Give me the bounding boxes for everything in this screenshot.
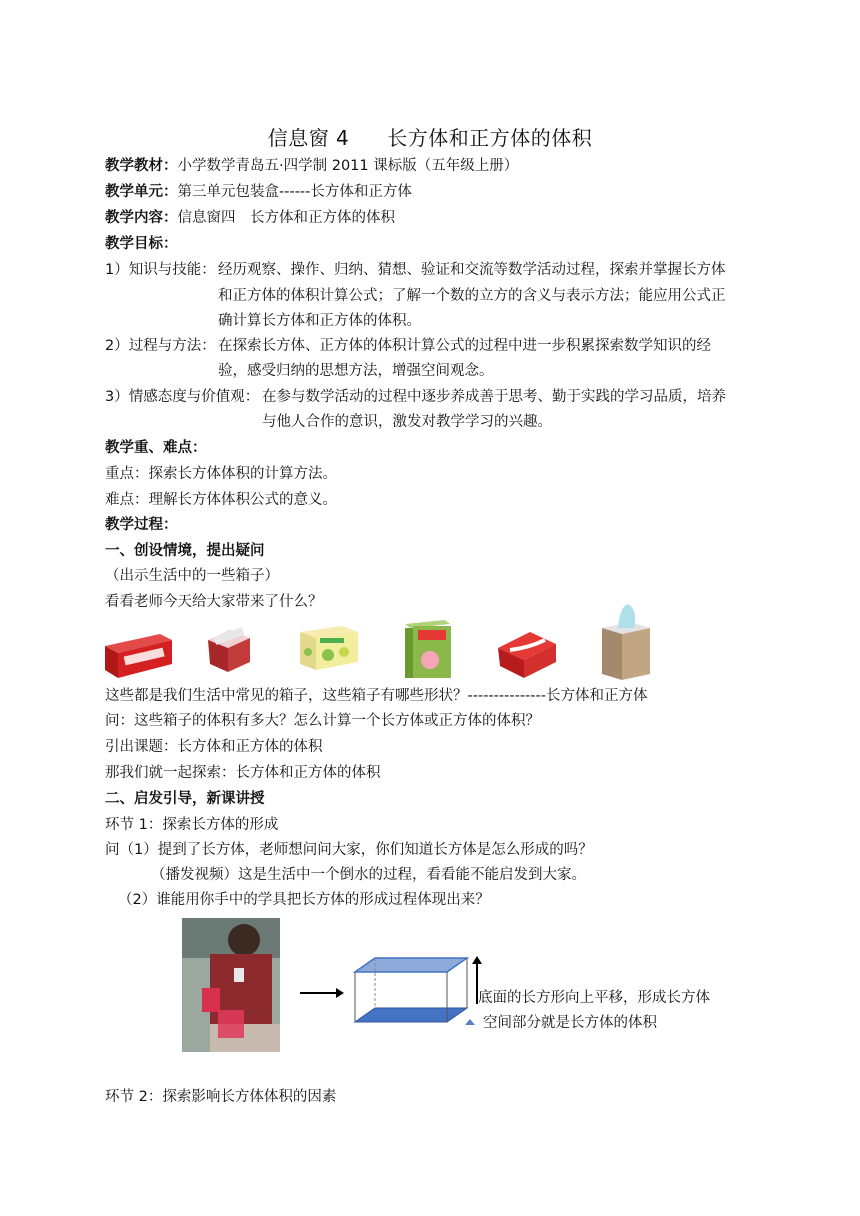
goal-1-line-1: 经历观察、操作、归纳、猜想、验证和交流等数学活动过程，探索并掌握长方体: [218, 262, 726, 278]
goal-1-line-2: 和正方体的体积计算公式；了解一个数的立方的含义与表示方法；能应用公式正: [218, 288, 726, 304]
goal-3-line-2: 与他人合作的意识，激发对教学学习的兴趣。: [262, 414, 552, 430]
section-2-heading: 二、启发引导，新课讲授: [105, 791, 265, 807]
goal-3-line-1: 在参与数学活动的过程中逐步养成善于思考、勤于实践的学习品质，培养: [262, 389, 726, 405]
section-1-line-2: 看看老师今天给大家带来了什么？: [105, 594, 323, 610]
gift-box-image: [208, 627, 250, 672]
goal-1-line-3: 确计算长方体和正方体的体积。: [218, 313, 421, 329]
section-1-line-5: 引出课题：长方体和正方体的体积: [105, 739, 323, 755]
student-photo: [182, 918, 280, 1052]
section-1-line-3: 这些都是我们生活中常见的箱子，这些箱子有哪些形状？---------------长方体和正方体: [105, 688, 648, 704]
content-line: 教学内容：信息窗四 长方体和正方体的体积: [105, 210, 395, 226]
goal-2-line-2: 验，感受归纳的思想方法，增强空间观念。: [218, 363, 494, 379]
tissue-box-image: [602, 604, 650, 680]
unit-line: 教学单元：第三单元包装盒------长方体和正方体: [105, 184, 412, 200]
goal-2-line-1: 在探索长方体、正方体的体积计算公式的过程中进一步积累探索数学知识的经: [218, 338, 711, 354]
fruit-box-image: [300, 626, 358, 670]
boxes-illustration: [100, 600, 680, 684]
small-mark-icon: [464, 1018, 476, 1026]
goal-1-label: 1）知识与技能：: [105, 262, 216, 278]
section-2-line-3: （播发视频）这是生活中一个倒水的过程，看看能不能启发到大家。: [151, 867, 586, 883]
section-2-line-1: 环节 1：探索长方体的形成: [105, 817, 279, 833]
cola-box-image: [105, 634, 172, 678]
process-heading: 教学过程：: [105, 517, 178, 533]
diagram-label-translation: 底面的长方形向上平移，形成长方体: [478, 990, 710, 1006]
section-2-line-5: 环节 2：探索影响长方体体积的因素: [105, 1089, 337, 1105]
goals-heading: 教学目标：: [105, 236, 178, 252]
section-2-line-4: （2）谁能用你手中的学具把长方体的形成过程体现出来？: [118, 892, 490, 908]
juice-carton-image: [405, 620, 451, 678]
right-arrow-icon: [298, 986, 346, 1000]
goal-3-label: 3）情感态度与价值观：: [105, 389, 260, 405]
key-heading: 教学重、难点：: [105, 440, 207, 456]
section-1-heading: 一、创设情境，提出疑问: [105, 543, 265, 559]
shoe-box-image: [498, 632, 556, 678]
diagram-label-volume: 空间部分就是长方体的体积: [483, 1015, 657, 1031]
goal-2-label: 2）过程与方法：: [105, 338, 216, 354]
section-2-line-2: 问（1）提到了长方体，老师想问问大家，你们知道长方体是怎么形成的吗？: [105, 842, 593, 858]
section-1-line-4: 问：这些箱子的体积有多大？怎么计算一个长方体或正方体的体积？: [105, 713, 540, 729]
key-difficult: 难点：理解长方体体积公式的意义。: [105, 492, 337, 508]
page-title: 信息窗 4 长方体和正方体的体积: [267, 126, 593, 150]
material-line: 教学教材：小学数学青岛五·四学制 2011 课标版（五年级上册）: [105, 158, 519, 174]
section-1-line-6: 那我们就一起探索：长方体和正方体的体积: [105, 765, 381, 781]
key-important: 重点：探索长方体体积的计算方法。: [105, 466, 337, 482]
section-1-line-1: （出示生活中的一些箱子）: [105, 568, 279, 584]
